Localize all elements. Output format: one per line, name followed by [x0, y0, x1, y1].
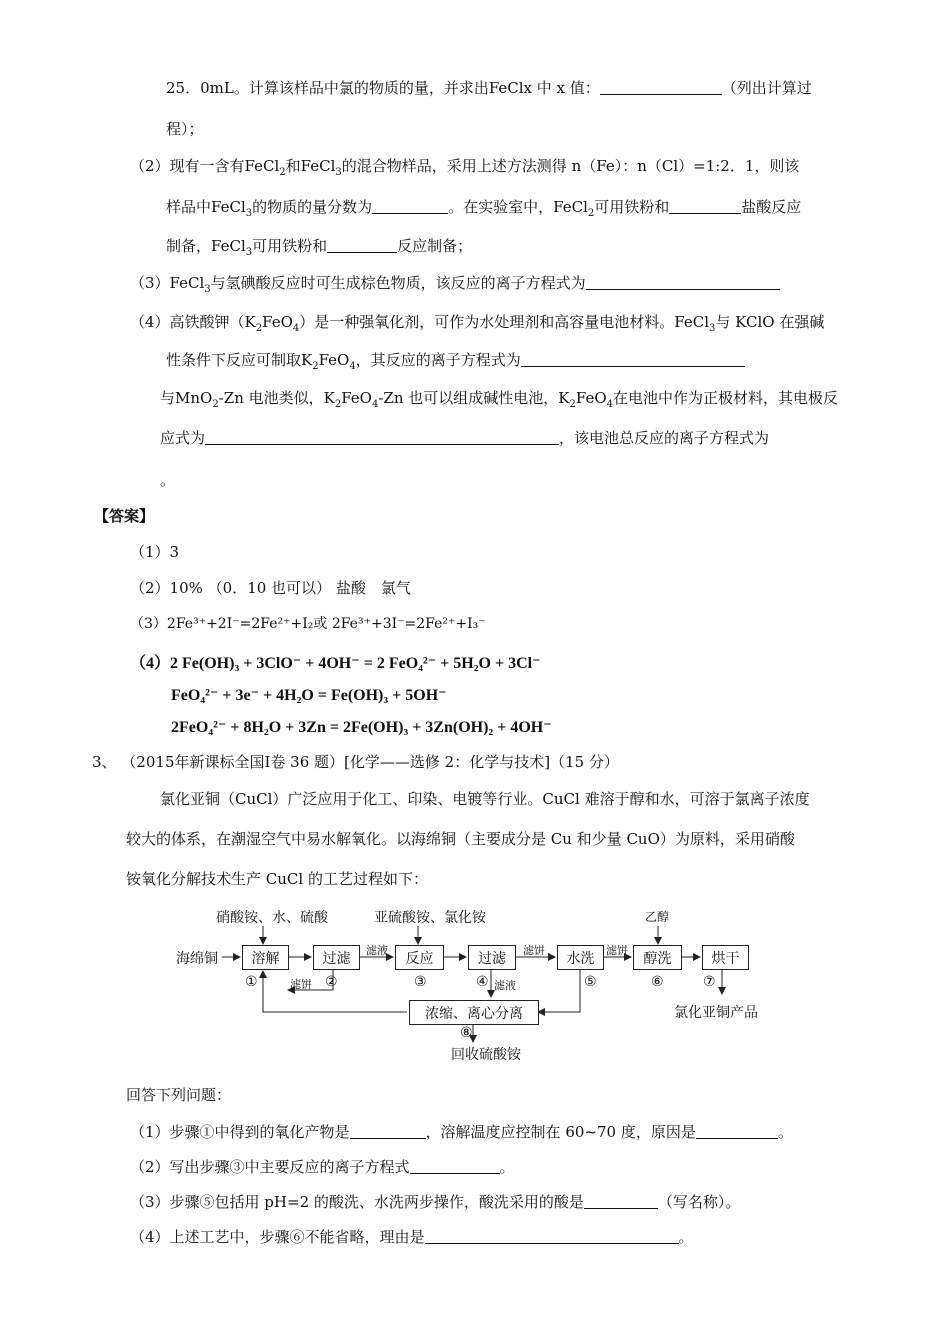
text: （4）: [130, 655, 171, 672]
start-label: 海绵铜: [176, 951, 218, 967]
flow-box-filter-2: 过滤: [468, 945, 516, 970]
text: FeO: [575, 389, 607, 407]
text: ）是一种强氧化剂，可作为水处理剂和高容量电池材料。FeCl: [299, 313, 710, 331]
questions-title: 回答下列问题：: [126, 1086, 232, 1104]
input-label: 亚硫酸铵、氯化铵: [374, 910, 486, 926]
text: 制备，FeCl: [166, 237, 246, 255]
arrow-label: 滤饼: [290, 978, 312, 991]
text: -Zn 也可以组成碱性电池，K: [378, 389, 570, 407]
text: （写名称）。: [657, 1193, 741, 1211]
text: -Zn 电池类似，K: [218, 389, 335, 407]
arrow-label: 滤液: [494, 979, 516, 992]
text: FeO: [341, 389, 372, 407]
text: ，其反应的离子方程式为: [355, 351, 521, 369]
text: （3）步骤⑤包括用 pH=2 的酸洗、水洗两步操作，酸洗采用的酸是: [130, 1193, 584, 1211]
text: 。: [160, 471, 176, 489]
answer-4-eq2: FeO₄²⁻ + 3e⁻ + 4H₂O = Fe(OH)₃ + 5OH⁻: [171, 687, 447, 704]
text-line: 样品中FeCl$_3$的物质的量分数为 。在实验室中，FeCl$_2$可用铁粉和 盐酸反应: [166, 198, 802, 219]
text: 性条件下反应可制取K: [166, 351, 313, 369]
arrow-label: 滤饼: [606, 944, 628, 957]
equation: 2 Fe(OH)₃ + 3ClO⁻ + 4OH⁻ = 2 FeO₄²⁻ + 5H₂O + 3Cl⁻: [170, 655, 541, 672]
flow-box-water-wash: 水洗: [557, 945, 604, 970]
answer-1: （1）3: [130, 543, 180, 561]
text: 与氢碘酸反应时可生成棕色物质，该反应的离子方程式为: [210, 274, 586, 292]
text: （1）步骤①中得到的氧化产物是: [130, 1123, 350, 1141]
paragraph: 氯化亚铜（CuCl）广泛应用于化工、印染、电镀等行业。CuCl 难溶于醇和水，可溶于氯离子浓度: [160, 790, 810, 808]
text: 的物质的量分数为: [252, 198, 373, 216]
text: （3）FeCl: [130, 274, 205, 292]
text: ，溶解温度应控制在 60~70 度，原因是: [425, 1123, 696, 1141]
flow-box-filter: 过滤: [313, 945, 360, 970]
paragraph: 较大的体系，在潮湿空气中易水解氧化。以海绵铜（主要成分是 Cu 和少量 CuO）为原料，采用硝酸: [126, 830, 795, 848]
question-3-title: 3、 （2015年新课标全国Ⅰ卷 36 题）[化学——选修 2：化学与技术]（15 分）: [92, 753, 619, 771]
text: 。: [777, 1123, 793, 1141]
step-number: ③: [414, 974, 427, 990]
text: 可用铁粉和: [594, 198, 670, 216]
flow-box-concentrate: 浓缩、离心分离: [409, 1000, 539, 1025]
text: （4）高铁酸钾（K: [130, 313, 256, 331]
text: 。: [499, 1158, 515, 1176]
text: 的混合物样品，采用上述方法测得 n（Fe）：n（Cl）=1:2．1，则该: [341, 157, 800, 175]
text: 应式为: [160, 429, 206, 447]
text-line: 制备，FeCl$_3$可用铁粉和 反应制备；: [166, 237, 473, 258]
flow-box-dissolve: 溶解: [242, 945, 289, 970]
text: 。: [678, 1228, 694, 1246]
arrow-label: 滤饼: [523, 944, 545, 957]
step-number: ①: [245, 974, 258, 990]
blank[interactable]: [350, 1122, 426, 1139]
input-label: 硝酸铵、水、硫酸: [216, 910, 328, 926]
text: （2）写出步骤③中主要反应的离子方程式: [130, 1158, 410, 1176]
question-line: [130, 1192, 740, 1212]
text: （2）现有一含有FeCl: [130, 157, 280, 175]
step-number: ⑧: [460, 1025, 473, 1041]
text: 样品中FeCl: [166, 198, 246, 216]
text: 25．0mL。计算该样品中氯的物质的量，并求出FeClx 中 x 值：: [166, 79, 600, 97]
question-line: [130, 1122, 793, 1142]
flow-box-react: 反应: [395, 945, 444, 970]
answer-4-eq3: 2FeO₄²⁻ + 8H₂O + 3Zn = 2Fe(OH)₃ + 3Zn(OH)₂ + 4OH⁻: [171, 719, 552, 736]
answer-heading: 【答案】: [94, 507, 155, 525]
text: 反应制备；: [397, 237, 473, 255]
text: ，该电池总反应的离子方程式为: [559, 429, 770, 447]
text-line: 与MnO$_2$-Zn 电池类似，$K_2FeO_4-Zn$ 也可以组成碱性电池，$K_2FeO_4$在电池中作为正极材料，其电极反: [160, 389, 839, 410]
question-line: [130, 1157, 515, 1177]
product-label: 氯化亚铜产品: [674, 1005, 758, 1021]
text-line: （2）现有一含有FeCl$_2$和FeCl$_3$的混合物样品，采用上述方法测得 n（Fe）：n（Cl）=1:2．1，则该: [130, 157, 800, 178]
text: （4）上述工艺中，步骤⑥不能省略，理由是: [130, 1228, 425, 1246]
step-number: ②: [325, 974, 338, 990]
text: FeO: [262, 313, 293, 331]
step-number: ⑤: [584, 974, 597, 990]
answer-2: （2）10% （0．10 也可以） 盐酸 氯气: [130, 579, 411, 597]
text: 。在实验室中，FeCl: [448, 198, 588, 216]
text: 和FeCl: [285, 157, 336, 175]
blank[interactable]: [425, 1227, 679, 1244]
text-line: （3）FeCl$_3$与氢碘酸反应时可生成棕色物质，该反应的离子方程式为: [130, 273, 780, 293]
step-number: ⑥: [651, 974, 664, 990]
text-line: 性条件下反应可制取$K_2FeO_4$，其反应的离子方程式为: [166, 350, 745, 370]
text: 与 KClO 在强碱: [715, 313, 825, 331]
step-number: ⑦: [703, 974, 716, 990]
blank[interactable]: [584, 1192, 658, 1209]
flow-box-alcohol-wash: 醇洗: [633, 945, 682, 970]
text: 在电池中作为正极材料，其电极反: [613, 389, 839, 407]
flow-box-dry: 烘干: [702, 945, 749, 970]
arrow-label: 滤液: [366, 944, 388, 957]
text: 可用铁粉和: [252, 237, 328, 255]
input-label: 乙醇: [645, 910, 670, 924]
text-line: （4）高铁酸钾$(K_2FeO_4)$是一种强氧化剂，可作为水处理剂和高容量电池材料。FeCl$_3$与 KClO 在强碱: [130, 313, 825, 334]
paragraph: 铵氧化分解技术生产 CuCl 的工艺过程如下：: [126, 870, 428, 888]
recover-label: 回收硫酸铵: [451, 1047, 521, 1063]
blank[interactable]: [410, 1157, 500, 1174]
step-number: ④: [476, 974, 489, 990]
question-line: [130, 1227, 694, 1247]
text: （3）: [130, 616, 167, 632]
blank[interactable]: [696, 1122, 778, 1139]
text: FeO: [318, 351, 350, 369]
text: 与MnO: [160, 389, 213, 407]
text: 程）；: [166, 120, 204, 138]
text: 2Fe³⁺+2I⁻=2Fe²⁺+I₂或 2Fe³⁺+3I⁻=2Fe²⁺+I₃⁻: [166, 616, 486, 632]
text: （列出计算过: [721, 79, 812, 97]
text: 盐酸反应: [741, 198, 802, 216]
